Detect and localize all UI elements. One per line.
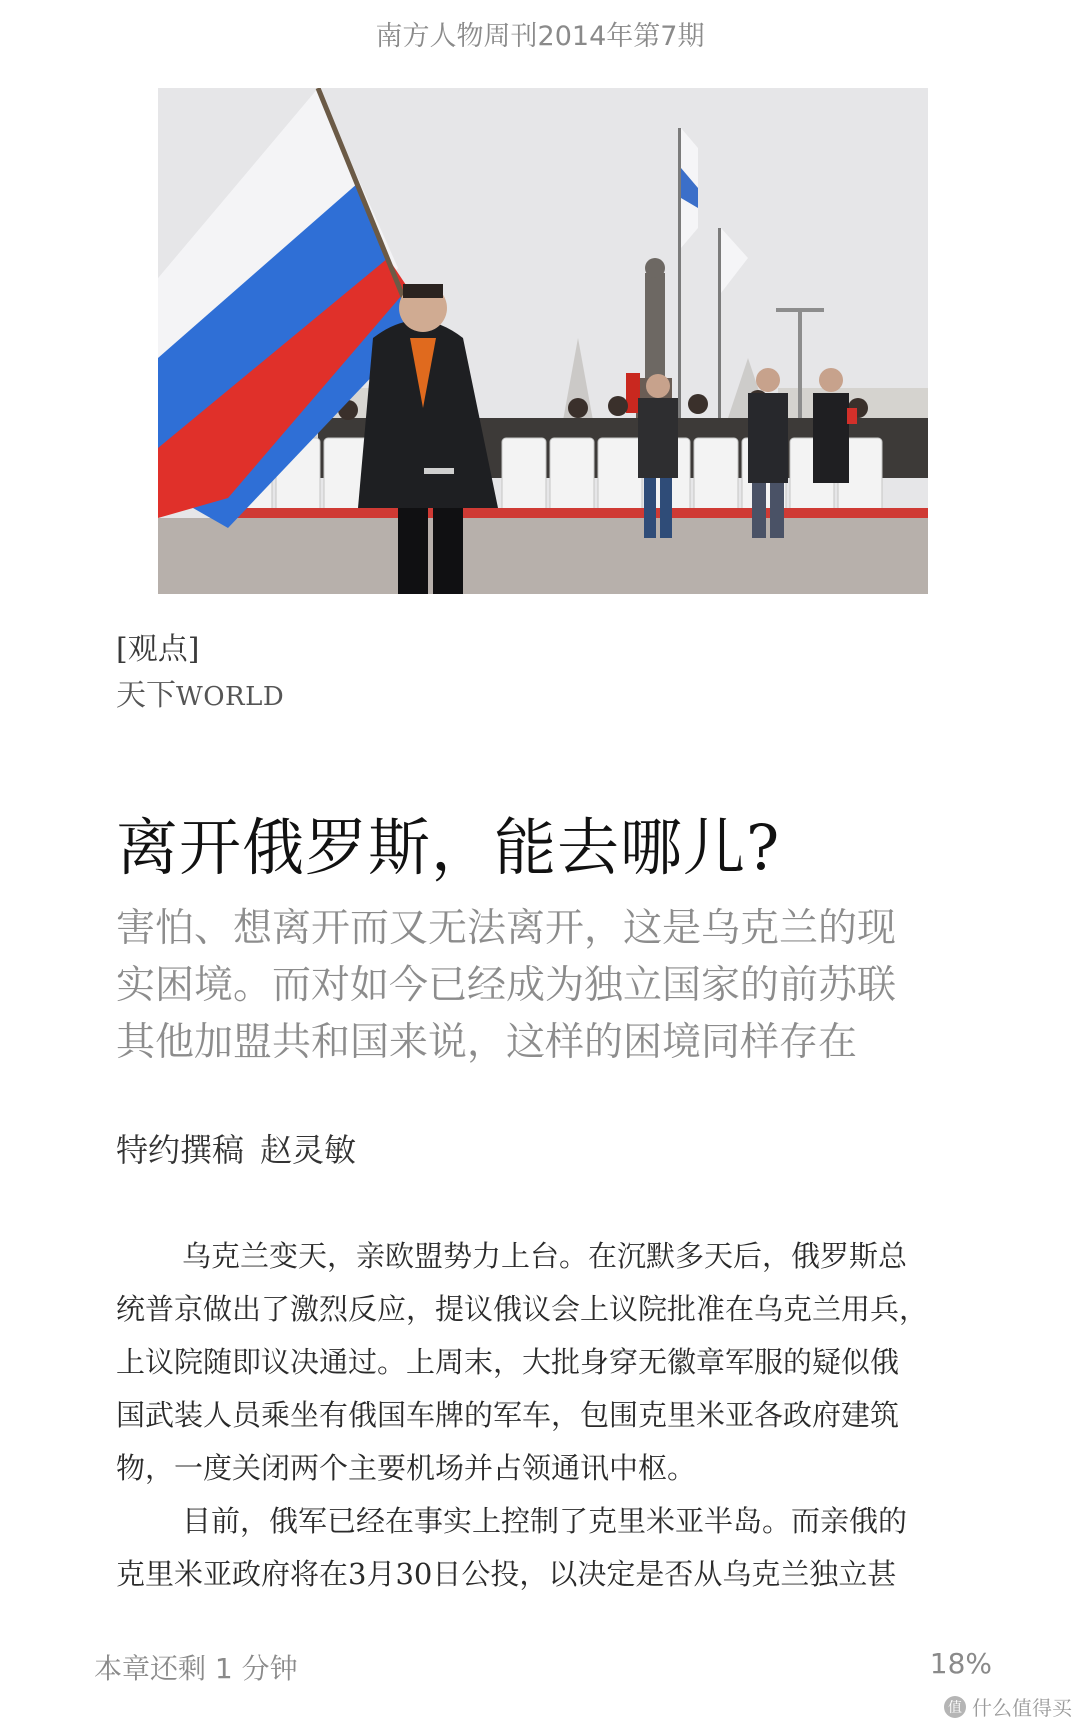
section-label: [观点]: [116, 632, 200, 667]
article-body: [116, 1230, 986, 1601]
subhead-line: 实困境。而对如今已经成为独立国家的前苏联: [116, 963, 897, 1008]
article-photo: [158, 88, 928, 594]
subhead-line: 其他加盟共和国来说，这样的困境同样存在: [116, 1020, 858, 1065]
author-name: 赵灵敏: [260, 1131, 357, 1169]
photo-illustration: [158, 88, 928, 594]
book-title: 南方人物周刊2014年第7期: [375, 21, 705, 52]
section-world-en: WORLD: [176, 682, 285, 712]
watermark-logo-icon: 值: [944, 1696, 966, 1718]
watermark-text: 什么值得买: [972, 1696, 1072, 1720]
byline-label: 特约撰稿: [116, 1131, 245, 1169]
chapter-time-remaining: 本章还剩 1 分钟: [94, 1652, 298, 1685]
watermark: [944, 1692, 1072, 1721]
body-line: 物，一度关闭两个主要机场并占领通讯中枢。: [116, 1451, 697, 1485]
section-world-cn: 天下: [116, 678, 176, 713]
body-line: 上议院随即议决通过。上周末，大批身穿无徽章军服的疑似俄: [116, 1345, 900, 1379]
body-line: 统普京做出了激烈反应，提议俄议会上议院批准在乌克兰用兵，: [116, 1292, 929, 1326]
body-line: 国武装人员乘坐有俄国车牌的军车，包围克里米亚各政府建筑: [116, 1398, 900, 1432]
body-line: 乌克兰变天，亲欧盟势力上台。在沉默多天后，俄罗斯总: [182, 1239, 908, 1273]
section-world: [116, 670, 284, 714]
byline: [116, 1125, 356, 1171]
body-line: 目前，俄军已经在事实上控制了克里米亚半岛。而亲俄的: [182, 1504, 908, 1538]
article-headline: 离开俄罗斯，能去哪儿?: [116, 811, 781, 884]
reading-progress: 18%: [929, 1647, 992, 1680]
subhead-line: 害怕、想离开而又无法离开，这是乌克兰的现: [116, 906, 897, 951]
body-line: 克里米亚政府将在3月30日公投，以决定是否从乌克兰独立甚: [116, 1557, 897, 1591]
article-subhead: [116, 900, 986, 1071]
